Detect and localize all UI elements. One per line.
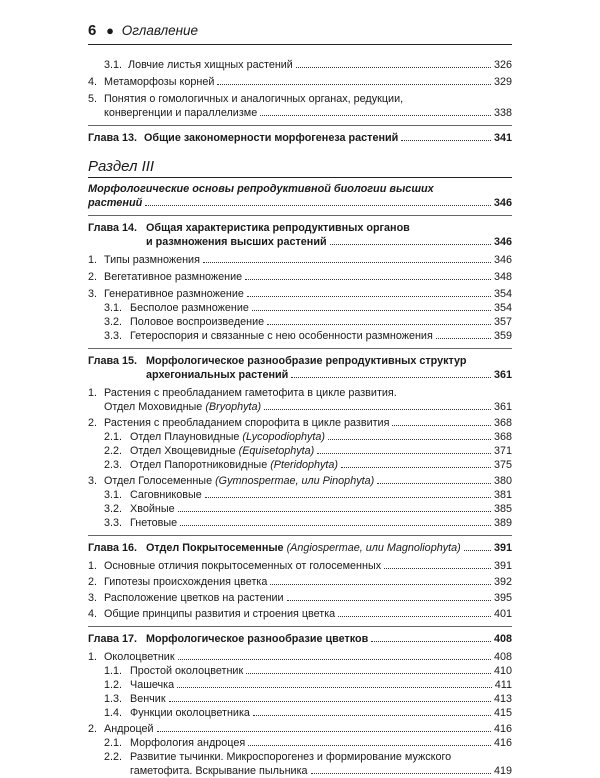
entry-title: Общие принципы развития и строения цветка <box>104 608 336 620</box>
latin-name: (Lycopodiophyta) <box>242 431 325 443</box>
dot-leader <box>436 338 491 339</box>
dot-leader <box>157 731 491 732</box>
entry-number: 4. <box>88 608 98 620</box>
toc-entry <box>88 416 512 430</box>
toc-entry <box>88 736 512 750</box>
entry-page: 401 <box>493 608 512 620</box>
entry-title: Простой околоцветник <box>130 665 244 677</box>
toc-entry <box>88 58 512 72</box>
entry-number: 1. <box>88 560 98 572</box>
entry-title: Гнетовые <box>130 517 178 529</box>
entry-number: 3.3. <box>104 330 123 342</box>
dot-leader <box>178 511 491 512</box>
toc-entry <box>88 253 512 267</box>
toc-entry <box>88 516 512 530</box>
latin-name: (Bryophyta) <box>205 401 262 413</box>
chapter-page: 391 <box>493 542 512 554</box>
chapter-page: 408 <box>493 633 512 645</box>
entry-title: Хвойные <box>130 503 175 515</box>
entry-title: Чашечка <box>130 679 175 691</box>
entry-title-line: Отдел Моховидные <box>104 401 206 413</box>
entry-number: 3. <box>88 592 98 604</box>
table-of-contents <box>88 58 512 778</box>
dot-leader <box>384 568 491 569</box>
entry-title: Генеративное размножение <box>104 288 244 300</box>
chapter-page: 341 <box>493 132 512 144</box>
section-page: 346 <box>493 197 512 209</box>
entry-page: 357 <box>493 316 512 328</box>
entry-number: 3.1. <box>104 489 123 501</box>
toc-entry <box>88 488 512 502</box>
entry-title: Венчик <box>130 693 166 705</box>
dot-leader <box>270 584 491 585</box>
entry-page: 368 <box>493 417 512 429</box>
section-title-line: растений <box>88 197 143 209</box>
entry-number: 3.3. <box>104 517 123 529</box>
dot-leader <box>178 659 491 660</box>
entry-title-line: конвергенции и параллелизме <box>104 107 258 119</box>
entry-title: Гипотезы происхождения цветка <box>104 576 268 588</box>
dot-leader <box>217 84 491 85</box>
entry-page: 338 <box>493 107 512 119</box>
entry-title: Отдел Плауновидные <box>130 431 243 443</box>
chapter-title-line: архегониальных растений <box>146 369 289 381</box>
chapter-title-line: Общая характеристика репродуктивных органов <box>146 222 410 234</box>
dot-leader <box>180 525 491 526</box>
dot-leader <box>464 550 491 551</box>
entry-title-line: Растения с преобладанием гаметофита в цикле развития. <box>104 387 397 399</box>
entry-page: 413 <box>493 693 512 705</box>
entry-title: Функции околоцветника <box>130 707 250 719</box>
dot-leader <box>253 715 491 716</box>
entry-page: 348 <box>493 271 512 283</box>
toc-entry <box>88 664 512 678</box>
entry-number: 1.4. <box>104 707 123 719</box>
entry-number: 1. <box>88 651 98 663</box>
header-title: Оглавление <box>121 23 199 38</box>
entry-number: 3.2. <box>104 316 123 328</box>
entry-page: 392 <box>493 576 512 588</box>
entry-page: 381 <box>493 489 512 501</box>
dot-leader <box>252 310 491 311</box>
entry-title: Основные отличия покрытосеменных от голосеменных <box>104 560 382 572</box>
chapter-title: Морфологическое разнообразие цветков <box>146 633 369 645</box>
entry-title: Отдел Хвощевидные <box>130 445 239 457</box>
entry-number: 3. <box>88 475 98 487</box>
entry-number: 2.2. <box>104 445 123 457</box>
toc-entry <box>88 287 512 301</box>
entry-number: 4. <box>88 76 98 88</box>
dot-leader <box>177 687 492 688</box>
dot-leader <box>311 773 491 774</box>
chapter-page: 361 <box>493 369 512 381</box>
toc-entry <box>88 607 512 621</box>
latin-name: (Angiospermae, или Magnoliophyta) <box>286 542 461 554</box>
entry-number: 2. <box>88 417 98 429</box>
entry-page: 419 <box>493 765 512 777</box>
divider <box>88 348 512 349</box>
entry-page: 415 <box>493 707 512 719</box>
chapter-entry <box>88 632 512 646</box>
entry-title: Ловчие листья хищных растений <box>128 59 293 71</box>
entry-title: Саговниковые <box>130 489 202 501</box>
entry-number: 3.1. <box>104 302 123 314</box>
entry-number: 3. <box>88 288 98 300</box>
dot-leader <box>145 205 491 206</box>
entry-title: Бесполое размножение <box>130 302 249 314</box>
entry-title: Морфология андроцея <box>130 737 246 749</box>
dot-leader <box>169 701 491 702</box>
section-title-line: Морфологические основы репродуктивной биологии высших <box>88 183 434 195</box>
toc-entry <box>88 575 512 589</box>
toc-entry <box>88 270 512 284</box>
entry-page: 416 <box>493 723 512 735</box>
entry-title: Половое воспроизведение <box>130 316 265 328</box>
toc-entry <box>88 502 512 516</box>
entry-page: 389 <box>493 517 512 529</box>
entry-title: Типы размножения <box>104 254 200 266</box>
entry-title: Гетероспория и связанные с нею особенности размножения <box>130 330 433 342</box>
toc-entry <box>88 559 512 573</box>
entry-number: 1. <box>88 254 98 266</box>
dot-leader <box>392 425 491 426</box>
latin-name: (Equisetophyta) <box>238 445 315 457</box>
toc-entry <box>88 706 512 720</box>
entry-title: Вегетативное размножение <box>104 271 243 283</box>
chapter-title-line: Морфологическое разнообразие репродуктивных структур <box>146 355 467 367</box>
entry-title-line: Развитие тычинки. Микроспорогенез и формирование мужского <box>130 751 452 763</box>
chapter-title-line: и размножения высших растений <box>146 236 327 248</box>
entry-title-line: гаметофита. Вскрывание пыльника <box>130 765 308 777</box>
entry-page: 326 <box>493 59 512 71</box>
entry-page: 416 <box>493 737 512 749</box>
entry-title: Растения с преобладанием спорофита в цикле развития <box>104 417 390 429</box>
dot-leader <box>264 409 491 410</box>
entry-number: 3.2. <box>104 503 123 515</box>
toc-entry <box>88 430 512 444</box>
entry-number: 1.2. <box>104 679 123 691</box>
entry-number: 1.1. <box>104 665 123 677</box>
chapter-number: Глава 17. <box>88 633 137 645</box>
chapter-number: Глава 13. <box>88 132 137 144</box>
chapter-entry <box>88 354 512 382</box>
dot-leader <box>203 262 491 263</box>
toc-entry <box>88 650 512 664</box>
entry-page: 329 <box>493 76 512 88</box>
toc-entry <box>88 750 512 778</box>
entry-page: 375 <box>493 459 512 471</box>
entry-page: 361 <box>493 401 512 413</box>
dot-leader <box>377 483 491 484</box>
entry-number: 2.3. <box>104 459 123 471</box>
section-heading: Раздел III <box>88 158 155 175</box>
entry-number: 2.2. <box>104 751 123 763</box>
entry-page: 391 <box>493 560 512 572</box>
toc-entry <box>88 75 512 89</box>
dot-leader <box>338 616 491 617</box>
entry-page: 371 <box>493 445 512 457</box>
toc-entry <box>88 722 512 736</box>
section-entry <box>88 182 512 210</box>
dot-leader <box>260 115 491 116</box>
divider <box>88 535 512 536</box>
latin-name: (Gymnospermae, или Pinophyta) <box>215 475 375 487</box>
entry-number: 2.1. <box>104 431 123 443</box>
toc-entry <box>88 444 512 458</box>
entry-number: 2.1. <box>104 737 123 749</box>
chapter-number: Глава 14. <box>88 222 137 234</box>
chapter-title: Общие закономерности морфогенеза растений <box>144 132 399 144</box>
entry-title: Расположение цветков на растении <box>104 592 284 604</box>
toc-entry <box>88 474 512 488</box>
dot-leader <box>247 296 491 297</box>
page-number: 6 <box>88 22 97 39</box>
dot-leader <box>371 641 491 642</box>
entry-page: 410 <box>493 665 512 677</box>
entry-number: 1.3. <box>104 693 123 705</box>
entry-page: 411 <box>494 679 512 691</box>
toc-entry <box>88 678 512 692</box>
entry-page: 408 <box>493 651 512 663</box>
entry-page: 359 <box>493 330 512 342</box>
chapter-entry <box>88 131 512 145</box>
dot-leader <box>328 439 491 440</box>
entry-number: 3.1. <box>104 59 123 71</box>
entry-title: Отдел Голосеменные <box>104 475 216 487</box>
chapter-page: 346 <box>493 236 512 248</box>
dot-leader <box>267 324 491 325</box>
entry-number: 2. <box>88 576 98 588</box>
bullet-icon: ● <box>106 23 114 38</box>
toc-entry <box>88 692 512 706</box>
chapter-title: Отдел Покрытосеменные <box>146 542 287 554</box>
entry-number: 1. <box>88 387 98 399</box>
entry-title: Околоцветник <box>104 651 175 663</box>
divider <box>88 215 512 216</box>
toc-entry <box>88 92 512 120</box>
dot-leader <box>330 244 491 245</box>
dot-leader <box>287 600 491 601</box>
entry-page: 368 <box>493 431 512 443</box>
toc-entry <box>88 591 512 605</box>
entry-title-line: Понятия о гомологичных и аналогичных органах, редукции, <box>104 93 404 105</box>
toc-entry <box>88 386 512 414</box>
entry-number: 5. <box>88 93 98 105</box>
entry-number: 2. <box>88 723 98 735</box>
entry-title: Отдел Папоротниковидные <box>130 459 271 471</box>
latin-name: (Pteridophyta) <box>270 459 339 471</box>
dot-leader <box>401 140 491 141</box>
dot-leader <box>205 497 491 498</box>
divider <box>88 626 512 627</box>
entry-page: 346 <box>493 254 512 266</box>
dot-leader <box>317 453 491 454</box>
entry-number: 2. <box>88 271 98 283</box>
toc-entry <box>88 315 512 329</box>
entry-page: 385 <box>493 503 512 515</box>
header-rule <box>88 44 512 45</box>
entry-page: 354 <box>493 302 512 314</box>
toc-entry <box>88 329 512 343</box>
entry-page: 354 <box>493 288 512 300</box>
divider <box>88 125 512 126</box>
section-rule <box>88 177 512 178</box>
entry-title: Метаморфозы корней <box>104 76 215 88</box>
entry-page: 395 <box>493 592 512 604</box>
chapter-number: Глава 16. <box>88 542 137 554</box>
dot-leader <box>246 673 491 674</box>
toc-entry <box>88 301 512 315</box>
dot-leader <box>248 745 491 746</box>
entry-title: Андроцей <box>104 723 154 735</box>
entry-page: 380 <box>493 475 512 487</box>
chapter-number: Глава 15. <box>88 355 137 367</box>
dot-leader <box>296 67 491 68</box>
toc-entry <box>88 458 512 472</box>
chapter-entry <box>88 541 512 555</box>
chapter-entry <box>88 221 512 249</box>
running-header <box>88 22 512 39</box>
dot-leader <box>291 377 491 378</box>
dot-leader <box>245 279 491 280</box>
dot-leader <box>341 467 491 468</box>
